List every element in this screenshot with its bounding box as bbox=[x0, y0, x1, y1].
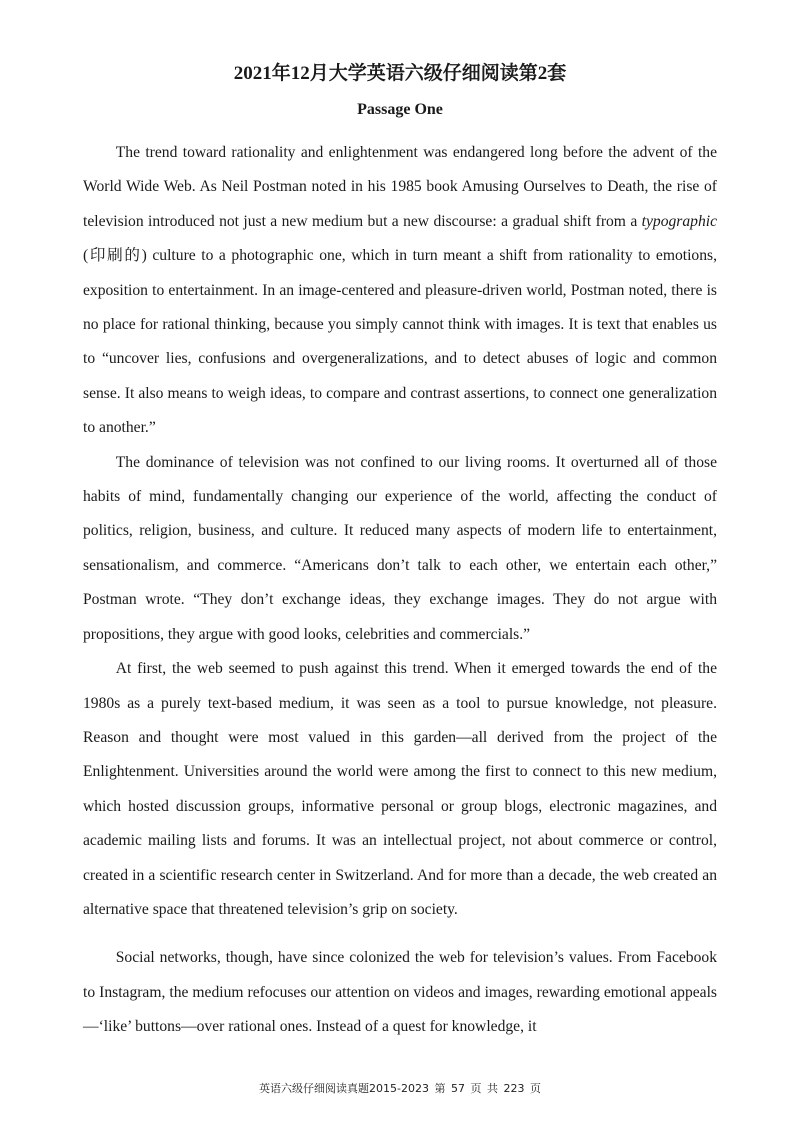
footer-label: 英语六级仔细阅读真题2015-2023 bbox=[259, 1082, 429, 1095]
footer-page-prefix: 第 bbox=[434, 1082, 446, 1095]
page-footer bbox=[0, 1080, 800, 1096]
document-title: 2021年12月大学英语六级仔细阅读第2套 bbox=[233, 63, 567, 84]
paragraph-3: At first, the web seemed to push against this trend. When it emerged towards the end of the 1980s as a purely text-based medium, it was seen as a tool to pursue knowledge, not pleasure. Reason and thought were most valued in this garden—all derived from the project of the Enlightenment. Universities around the world were among the first to connect to this new medium, which hosted discussion groups, informative personal or group blogs, electronic magazines, and academic mailing lists and forums. It was an intellectual project, not about commerce or control, created in a scientific research center in Switzerland. And for more than a decade, the web created an alternative space that threatened television’s grip on society. bbox=[83, 660, 717, 918]
footer-total-word: 页 bbox=[529, 1082, 541, 1095]
paragraph-1-text-after: (印刷的) culture to a photographic one, which in turn meant a shift from rationality to emotions, exposition to entertainment. In an image-centered and pleasure-driven world, Postman noted, there is no place for rational thinking, because you simply cannot think with images. It is text that enables us to “uncover lies, confusions and overgeneralizations, and to detect abuses of logic and common sense. It also means to weigh ideas, to compare and contrast assertions, to connect one generalization to another.” bbox=[83, 247, 717, 437]
paragraph-1 bbox=[83, 136, 717, 446]
footer-total-prefix: 共 bbox=[486, 1082, 498, 1095]
passage-body bbox=[83, 136, 717, 1045]
passage-title: Passage One bbox=[357, 101, 443, 118]
footer-page-word: 页 bbox=[470, 1082, 482, 1095]
paragraph-2: The dominance of television was not confined to our living rooms. It overturned all of those habits of mind, fundamentally changing our experience of the world, affecting the conduct of politics, religion, business, and culture. It reduced many aspects of modern life to entertainment, sensationalism, and commerce. “Americans don’t talk to each other, we entertain each other,” Postman wrote. “They don’t exchange ideas, they exchange images. They do not argue with propositions, they argue with good looks, celebrities and commercials.” bbox=[83, 453, 717, 643]
paragraph-4: Social networks, though, have since colonized the web for television’s values. From Facebook to Instagram, the medium refocuses our attention on videos and images, rewarding emotional appeals—‘like’ buttons—over rational ones. Instead of a quest for knowledge, it bbox=[83, 949, 717, 1036]
footer-total-pages: 223 bbox=[503, 1082, 525, 1095]
paragraph-1-text-before: The trend toward rationality and enlightenment was endangered long before the advent of the World Wide Web. As Neil Postman noted in his 1985 book Amusing Ourselves to Death, the rise of television introduced not just a new medium but a new discourse: a gradual shift from a bbox=[83, 144, 717, 230]
paragraph-1-italic-term: typographic bbox=[641, 212, 717, 230]
footer-page-number: 57 bbox=[450, 1082, 465, 1095]
